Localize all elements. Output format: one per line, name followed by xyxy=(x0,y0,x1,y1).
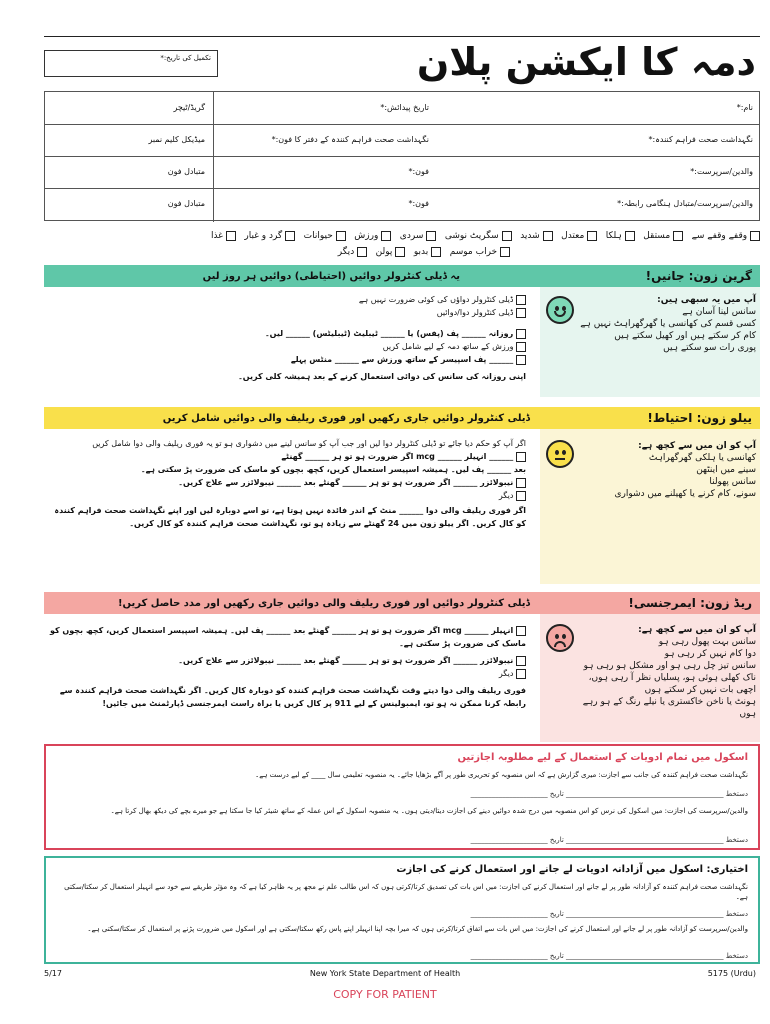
green-symptom: پوری رات سو سکتے ہیں xyxy=(663,343,756,353)
red-med-item[interactable]: دیگر xyxy=(44,667,526,680)
red-symptom: ناک کھلی ہوئی ہو، پسلیاں نظر آ رہی ہوں، اچھی بات نہیں کر سکتے ہوں xyxy=(588,673,756,695)
green-zone-header xyxy=(44,265,760,287)
sad-face-icon xyxy=(546,624,574,652)
red-footer: فوری ریلیف والی دوا دیتے وقت نگہداشت صحت فراہم کنندہ کو دوبارہ کال کریں۔ اگر نگہداشت صحت فراہم کنندہ سے رابطہ کرنا ممکن نہ ہو تو، ایمبولینس کے لیے 911 پر کال کریں یا براہ راست ایمرجنسی ڈپارٹمنٹ میں جائیں! xyxy=(59,686,526,708)
trigger-item[interactable]: حیوانات xyxy=(304,231,346,241)
yellow-zone-title: ییلو زون: احتیاط! xyxy=(647,411,752,425)
green-zone-title: گرین زون: جانیں! xyxy=(645,269,752,283)
parent-self-carry-authorization: والدین/سرپرست کو آزادانہ طور پر لے جانے اور استعمال کرنے کی اجازت: میں اس بات سے اتفاق کرتا/کرتی ہوں کہ میرا بچہ اپنا انہیلر اپنے پاس رکھ سکتا/سکتی ہے اور اسکول میں ضرورت پڑنے پر استعمال کر سکتا/سکتی ہے۔ xyxy=(87,925,748,933)
completed-date-label: تکمیل کی تاریخ:* xyxy=(160,54,211,62)
yellow-symptom: سینے میں اینٹھن xyxy=(696,465,756,475)
yellow-med-item[interactable]: بعد ______ پف لیں۔ ہمیشہ اسپیسر استعمال کریں، کچھ بچوں کو ماسک کی ضرورت پڑ سکتی ہے۔ xyxy=(140,465,526,474)
guardian-phone-field[interactable]: فون:* xyxy=(408,167,429,176)
grade-field[interactable]: گریڈ/ٹیچر xyxy=(173,103,205,112)
self-carry-title: اختیاری: اسکول میں آزادانہ ادویات لے جانے اور استعمال کرنے کی اجازت xyxy=(396,864,748,875)
copy-for-patient-label: COPY FOR PATIENT xyxy=(333,988,437,1001)
green-medication-list xyxy=(44,293,526,383)
trigger-item[interactable]: غذا xyxy=(211,231,236,241)
school-permission-box xyxy=(44,744,760,850)
trigger-item[interactable]: خراب موسم xyxy=(450,247,510,257)
red-symptom: سانس بہت پھول رہی ہو xyxy=(658,637,756,647)
trigger-item[interactable]: گرد و غبار xyxy=(244,231,295,241)
red-symptom: سانس تیز چل رہی ہو اور مشکل ہو رہی ہو xyxy=(583,661,756,671)
yellow-symptoms-heading: آپ کو ان میں سے کچھ ہے: xyxy=(638,441,756,451)
trigger-item[interactable]: شدید xyxy=(520,231,552,241)
name-field[interactable]: نام:* xyxy=(736,103,753,112)
provider-signature-line[interactable]: دستخط _____________________________________________ تاریخ ______________________ xyxy=(470,790,748,798)
yellow-med-item[interactable]: دیگر xyxy=(44,489,526,502)
yellow-symptom-list xyxy=(576,440,756,500)
info-field-grid xyxy=(44,91,760,221)
green-med-item[interactable]: ______ پف اسپیسر کے ساتھ ورزش سے ______ منٹس پہلے xyxy=(44,353,526,366)
yellow-med-item[interactable]: نیبولائزر ______ اگر ضرورت ہو تو ہر ______ گھنٹے بعد ______ نیبولائزر سے علاج کریں۔ xyxy=(44,476,526,489)
grid-rule xyxy=(45,124,759,125)
page-code: 5/17 xyxy=(44,969,62,978)
red-zone-header xyxy=(44,592,760,614)
self-carry-permission-box xyxy=(44,856,760,964)
provider-office-field[interactable]: نگہداشت صحت فراہم کنندہ کے دفتر کا فون:* xyxy=(271,135,429,144)
grid-rule xyxy=(45,156,759,157)
provider-field[interactable]: نگہداشت صحت فراہم کنندہ:* xyxy=(648,135,753,144)
green-med-item[interactable]: ڈیلی کنٹرولر دوا/دوائیں xyxy=(44,306,526,319)
parent-self-carry-signature-line[interactable]: دستخط _____________________________________________ تاریخ ______________________ xyxy=(470,952,748,960)
guardian-alt-phone-field[interactable]: متبادل فون xyxy=(167,167,205,176)
trigger-item[interactable]: سگریٹ نوشی xyxy=(445,231,512,241)
trigger-item[interactable]: معتدل xyxy=(561,231,597,241)
green-med-item[interactable]: روزانہ ______ پف (پفس) یا ______ ٹیبلیٹ (ٹیبلیٹس) ______ لیں۔ xyxy=(44,327,526,340)
happy-face-icon xyxy=(546,296,574,324)
trigger-item[interactable]: ورزش xyxy=(354,231,391,241)
trigger-item[interactable]: پولن xyxy=(376,247,406,257)
emergency-contact-field[interactable]: والدین/سرپرست/متبادل ہنگامی رابطہ:* xyxy=(617,199,753,208)
red-symptoms-heading: آپ کو ان میں سے کچھ ہے: xyxy=(638,625,756,635)
trigger-item[interactable]: مستقل xyxy=(643,231,683,241)
red-symptom: دوا کام نہیں کر رہی ہو xyxy=(664,649,756,659)
severity-trigger-row xyxy=(44,229,760,243)
yellow-zone-header xyxy=(44,407,760,429)
provider-authorization: نگہداشت صحت فراہم کنندہ کی جانب سے اجازت: میری گزارش ہے کہ اس منصوبہ کو تحریری طور پر آگے بڑھایا جائے۔ یہ منصوبہ تعلیمی سال ____ کے لیے درست ہے۔ xyxy=(255,771,748,779)
yellow-zone-instruction: ڈیلی کنٹرولر دوائیں جاری رکھیں اور فوری ریلیف والی دوائیں شامل کریں xyxy=(162,412,530,424)
yellow-med-item[interactable]: ______ انہیلر ______ mcg اگر ضرورت ہو تو ہر ______ گھنٹے xyxy=(44,450,526,463)
neutral-face-icon xyxy=(546,440,574,468)
completed-date-box[interactable] xyxy=(44,50,218,77)
grid-rule xyxy=(45,188,759,189)
provider-self-carry-signature-line[interactable]: دستخط _____________________________________________ تاریخ ______________________ xyxy=(470,910,748,918)
trigger-item[interactable]: بدبو xyxy=(414,247,441,257)
green-symptoms-heading: آپ میں یہ سبھی ہیں: xyxy=(657,295,756,305)
department-label: New York State Department of Health xyxy=(309,969,461,978)
yellow-note: اگر فوری ریلیف والی دوا ______ منٹ کے اندر فائدہ نہیں ہوتا ہے، تو اسے دوبارہ لیں اور اپنے نگہداشت صحت فراہم کنندہ کو کال کریں۔ اگر ییلو زون میں 24 گھنٹے سے زیادہ ہو تو، نگہداشت صحت فراہم کنندہ کو کال کریں۔ xyxy=(54,506,526,528)
trigger-item[interactable]: ہلکا xyxy=(606,231,635,241)
red-medication-list xyxy=(44,624,526,710)
trigger-item[interactable]: دیگر xyxy=(338,247,367,257)
red-med-item[interactable]: انہیلر ______ mcg اگر ضرورت ہو تو ہر ______ گھنٹے بعد ______ پف لیں۔ ہمیشہ اسپیسر استعمال کریں، کچھ بچوں کو ماسک کی ضرورت پڑ سکتی ہے۔ xyxy=(49,626,526,648)
green-symptom-list xyxy=(576,294,756,354)
green-symptom: کام کر سکتے ہیں اور کھیل سکتے ہیں xyxy=(614,331,756,341)
green-symptom: سانس لینا آسان ہے xyxy=(682,307,756,317)
provider-self-carry-authorization: نگہداشت صحت فراہم کنندہ کو آزادانہ طور پر لے جانے اور استعمال کرنے کی اجازت: میں اس بات کی تصدیق کرتا/کرتی ہوں کہ اس طالب علم نے مجھ پر یہ ظاہر کیا ہے کہ وہ مؤثر طریقے سے خود سے انہیلر استعمال کر سکتا/سکتی ہے۔ xyxy=(64,883,748,901)
yellow-med-item[interactable]: اگر آپ کو حکم دیا جائے تو ڈیلی کنٹرولر دوا لیں اور جب آپ کو سانس لینے میں دشواری ہو تو یہ فوری ریلیف والی دوا شامل کریں xyxy=(92,439,526,448)
emergency-phone-field[interactable]: فون:* xyxy=(408,199,429,208)
grid-col-rule xyxy=(213,92,214,222)
green-symptom: کسی قسم کی کھانسی یا گھرگھراہٹ نہیں ہے xyxy=(580,319,756,329)
medical-record-field[interactable]: میڈیکل کلیم نمبر xyxy=(148,135,205,144)
red-symptom: ہونٹ یا ناخن خاکستری یا نیلے رنگ کے ہو رہے ہوں xyxy=(582,697,756,719)
guardian-field[interactable]: والدین/سرپرست:* xyxy=(690,167,753,176)
green-med-item[interactable]: ڈیلی کنٹرولر دواؤں کی کوئی ضرورت نہیں ہے xyxy=(44,293,526,306)
emergency-alt-phone-field[interactable]: متبادل فون xyxy=(167,199,205,208)
red-med-item[interactable]: نیبولائزر ______ اگر ضرورت ہو تو ہر ______ گھنٹے بعد ______ نیبولائزر سے علاج کریں۔ xyxy=(44,654,526,667)
dob-field[interactable]: تاریخ پیدائش:* xyxy=(380,103,429,112)
red-zone-title: ریڈ زون: ایمرجنسی! xyxy=(628,596,752,610)
trigger-row-2 xyxy=(10,245,510,259)
yellow-symptom: کھانسی یا ہلکی گھرگھراہٹ xyxy=(648,453,756,463)
green-med-item[interactable]: ورزش کے ساتھ دمہ کے لیے شامل کریں xyxy=(44,340,526,353)
yellow-symptom: سونے، کام کرنے یا کھیلنے میں دشواری xyxy=(614,489,756,499)
trigger-item[interactable]: سردی xyxy=(400,231,436,241)
parent-signature-line[interactable]: دستخط _____________________________________________ تاریخ ______________________ xyxy=(470,836,748,844)
page-title: دمہ کا ایکشن پلان xyxy=(416,40,756,84)
green-zone-instruction: یہ ڈیلی کنٹرولر دوائیں (احتیاطی) دوائیں ہر روز لیں xyxy=(202,270,460,282)
red-symptom-list xyxy=(576,624,756,720)
red-zone-instruction: ڈیلی کنٹرولر دوائیں اور فوری ریلیف والی دوائیں جاری رکھیں اور مدد حاصل کریں! xyxy=(117,597,530,609)
school-permission-title: اسکول میں تمام ادویات کے استعمال کے لیے مطلوبہ اجازتیں xyxy=(457,752,748,763)
green-footer: اپنی روزانہ کی سانس کی دوائی استعمال کرنے کے بعد ہمیشہ کلی کریں۔ xyxy=(238,372,526,381)
form-code: 5175 (Urdu) xyxy=(707,969,756,978)
trigger-item[interactable]: وقفے وقفے سے xyxy=(692,231,760,241)
parent-authorization: والدین/سرپرست کی اجازت: میں اسکول کی نرس کو اس منصوبہ میں درج شدہ دوائیں دینے کی اجازت دیتا/دیتی ہوں۔ یہ منصوبہ اسکول کے اس عملہ کے ساتھ شیئر کیا جا سکتا ہے جو میرے بچے کی دیکھ بھال کرتا ہے۔ xyxy=(110,807,748,815)
yellow-symptom: سانس پھولنا xyxy=(709,477,756,487)
header-rule xyxy=(44,36,760,37)
yellow-medication-list xyxy=(44,437,526,530)
